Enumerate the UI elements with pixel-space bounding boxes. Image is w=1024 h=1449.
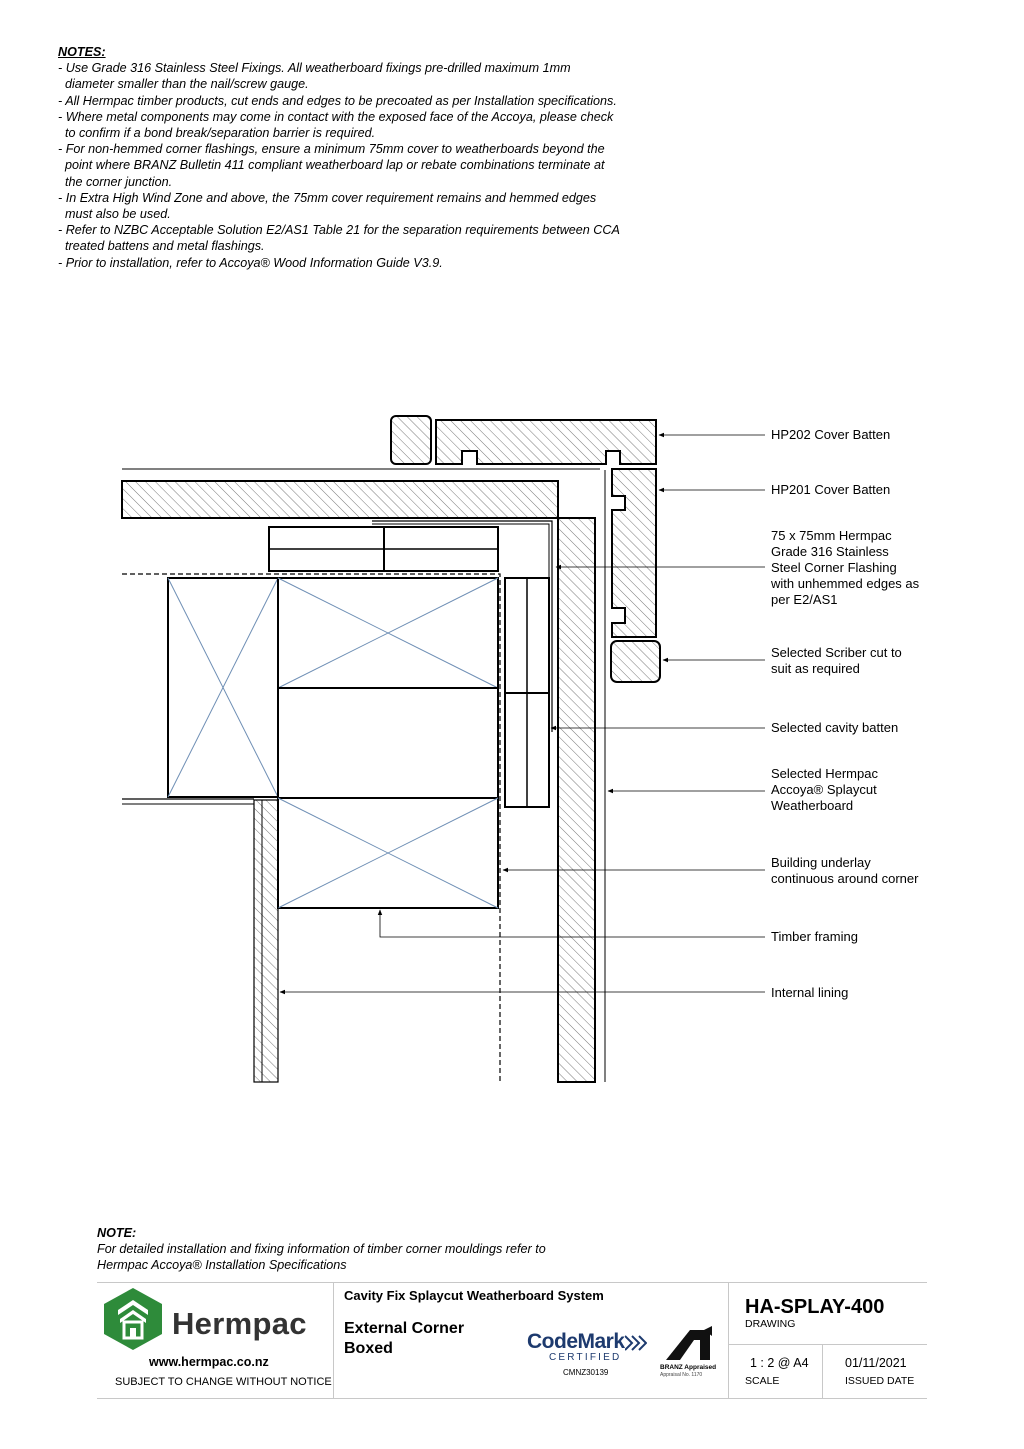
title-block-divider (822, 1344, 823, 1398)
title-block-divider (728, 1344, 927, 1345)
vertical-cavity-battens (505, 578, 549, 807)
notes-title: NOTES: (58, 45, 106, 59)
codemark-certified: CERTIFIED (549, 1352, 622, 1363)
codemark-chevrons-icon (625, 1334, 647, 1352)
issued-date-label: ISSUED DATE (845, 1375, 915, 1387)
callout-hp201: HP201 Cover Batten (771, 482, 891, 497)
footnote-line: For detailed installation and fixing information of timber corner mouldings refer to (97, 1242, 546, 1257)
brand-website: www.hermpac.co.nz (149, 1355, 269, 1369)
issued-date: 01/11/2021 (845, 1356, 907, 1370)
title-block-divider (728, 1282, 729, 1398)
drawing-subtitle: Boxed (344, 1340, 393, 1357)
callout-internal-lining: Internal lining (771, 985, 849, 1000)
codemark-number: CMNZ30139 (563, 1368, 609, 1377)
callout-cavity-batten: Selected cavity batten (771, 720, 899, 735)
note-line: - For non-hemmed corner flashings, ensure a minimum 75mm cover to weatherboards beyond the (58, 142, 605, 157)
codemark-logo (527, 1330, 647, 1380)
callout-corner-flashing: 75 x 75mm Hermpac Grade 316 Stainless Steel Corner Flashing with unhemmed edges as per E2/AS1 (771, 528, 920, 607)
footnote-line: Hermpac Accoya® Installation Specifications (97, 1258, 347, 1273)
footnote (97, 1225, 697, 1274)
branz-appraised-logo (660, 1326, 718, 1380)
system-name: Cavity Fix Splaycut Weatherboard System (344, 1288, 604, 1303)
codemark-word: CodeMark (527, 1330, 625, 1353)
hermpac-logo (100, 1286, 330, 1386)
scale-value: 1 : 2 @ A4 (750, 1356, 809, 1370)
note-line: - Use Grade 316 Stainless Steel Fixings. All weatherboard fixings pre-drilled maximum 1mm (58, 61, 571, 76)
note-line: to confirm if a bond break/separation barrier is required. (58, 126, 376, 141)
horizontal-cavity-battens (269, 527, 498, 571)
internal-lining (122, 799, 278, 1082)
brand-name: Hermpac (172, 1306, 307, 1341)
footnote-title: NOTE: (97, 1226, 137, 1240)
title-block-top-rule (97, 1282, 927, 1283)
branz-appraisal-number: Appraisal No. 1170 (660, 1372, 703, 1378)
hermpac-hexagon-icon (100, 1286, 166, 1352)
note-line: - Where metal components may come in contact with the exposed face of the Accoya, please check (58, 109, 614, 124)
drawing-title: External Corner (344, 1320, 465, 1337)
hp201-cover-batten (612, 469, 656, 637)
timber-framing (168, 578, 498, 908)
branz-label: BRANZ Appraised (660, 1364, 717, 1371)
branz-mark-icon (660, 1326, 716, 1362)
note-line: diameter smaller than the nail/screw gauge. (58, 77, 309, 92)
scale-label: SCALE (745, 1375, 780, 1387)
note-line: the corner junction. (58, 174, 173, 189)
title-block-bottom-rule (97, 1398, 927, 1399)
callout-hp202: HP202 Cover Batten (771, 427, 891, 442)
note-line: point where BRANZ Bulletin 411 compliant weatherboard lap or rebate combinations terminate at (58, 158, 605, 173)
callout-weatherboard: Selected Hermpac Accoya® Splaycut Weatherboard (771, 766, 878, 813)
note-line: - Refer to NZBC Acceptable Solution E2/AS1 Table 21 for the separation requirements between CCA (58, 223, 620, 238)
disclaimer: SUBJECT TO CHANGE WITHOUT NOTICE (115, 1376, 332, 1388)
callout-timber-framing: Timber framing (771, 929, 858, 944)
note-line: - Prior to installation, refer to Accoya® Wood Information Guide V3.9. (58, 255, 443, 270)
right-weatherboard (558, 470, 605, 1082)
title-block-divider (333, 1282, 334, 1398)
top-weatherboard (122, 469, 600, 518)
scriber (611, 641, 660, 682)
note-line: treated battens and metal flashings. (58, 239, 265, 254)
drawing-label: DRAWING (745, 1318, 796, 1330)
callout-scriber: Selected Scriber cut to suit as required (771, 645, 902, 676)
note-line: must also be used. (58, 207, 171, 222)
hp202-cover-batten (391, 416, 656, 464)
note-line: - All Hermpac timber products, cut ends and edges to be precoated as per Installation specifications. (58, 93, 617, 108)
drawing-number: HA-SPLAY-400 (745, 1296, 885, 1318)
callout-building-underlay: Building underlay continuous around corner (771, 855, 919, 886)
note-line: - In Extra High Wind Zone and above, the 75mm cover requirement remains and hemmed edges (58, 190, 597, 205)
